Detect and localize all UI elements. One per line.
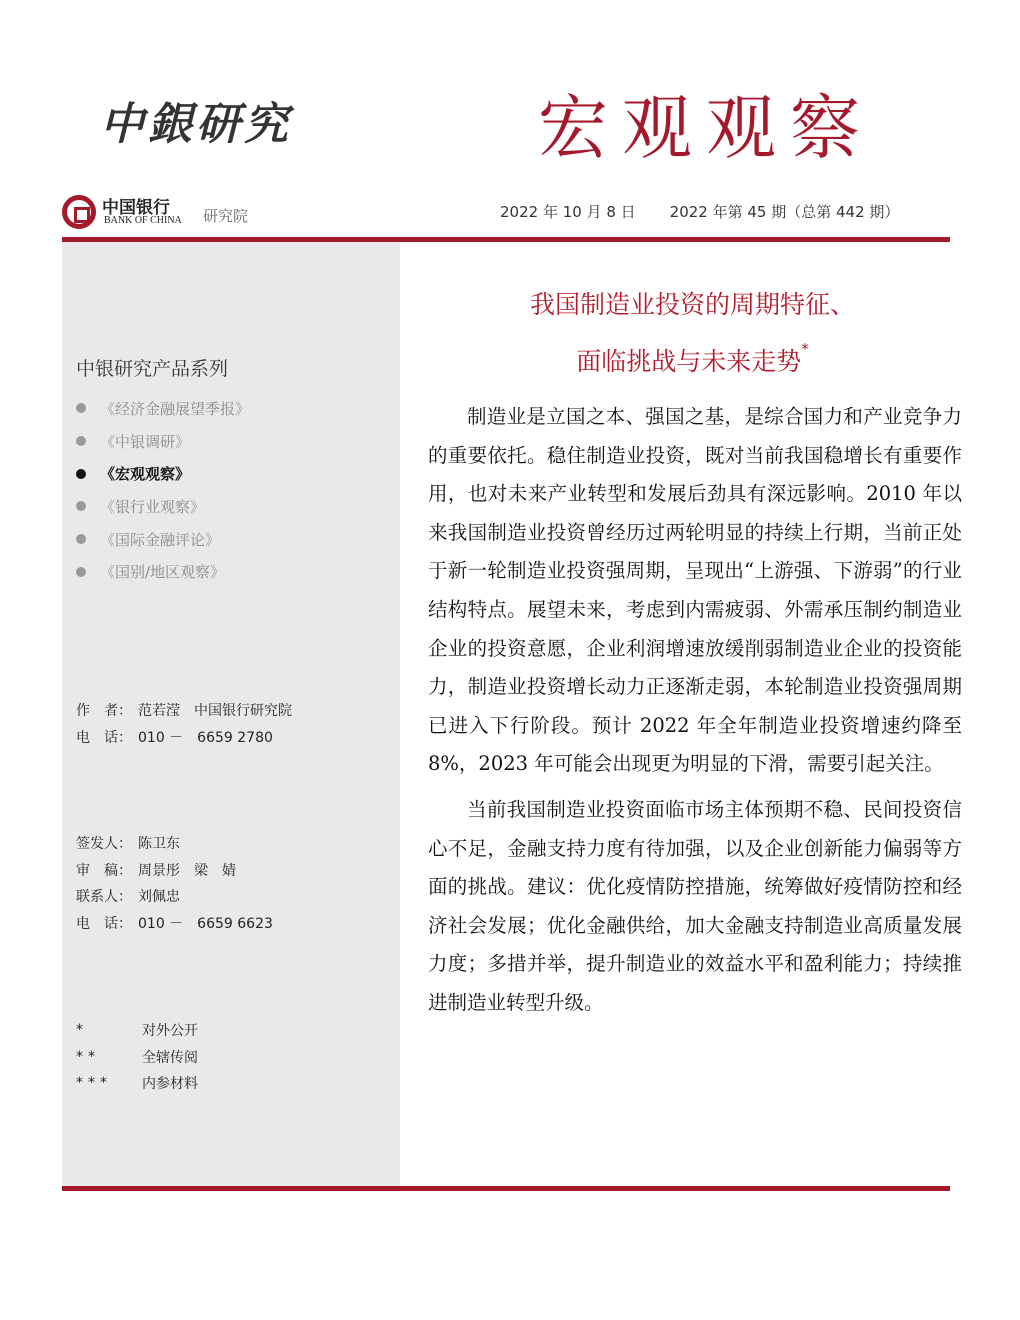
contact-row (76, 883, 386, 910)
author-info (76, 697, 386, 750)
bank-name-en: BANK OF CHINA (104, 215, 182, 226)
article-title-line2 (425, 342, 960, 376)
legend-row (76, 1070, 386, 1097)
product-item (76, 392, 376, 425)
reviewer-row (76, 857, 386, 884)
institute-label: 研究院 (203, 207, 249, 225)
product-label: 《经济金融展望季报》 (100, 399, 251, 418)
author-phone: 010 － 6659 2780 (138, 729, 273, 746)
phone-label: 电 话： (76, 915, 132, 932)
product-label: 《宏观观察》 (100, 465, 191, 484)
reviewer-label: 审 稿： (76, 862, 132, 879)
legend-label: 全辖传阅 (142, 1049, 198, 1066)
approval-info (76, 830, 386, 936)
author-phone-row (76, 724, 386, 751)
product-label: 《国别/地区观察》 (100, 563, 226, 582)
product-label: 《银行业观察》 (100, 497, 206, 516)
phone-label: 电 话： (76, 729, 132, 746)
contact-value: 刘佩忠 (138, 889, 180, 906)
product-item (76, 523, 376, 556)
article-title-text: 面临挑战与未来走势 (576, 347, 802, 376)
author-value: 范若滢 中国银行研究院 (138, 703, 292, 720)
contact-phone: 010 － 6659 6623 (138, 915, 273, 932)
bank-name-cn: 中国银行 (102, 198, 170, 218)
contact-label: 联系人： (76, 889, 132, 906)
signer-row (76, 830, 386, 857)
signer-value: 陈卫东 (138, 836, 180, 853)
sidebar-heading: 中银研究产品系列 (76, 358, 229, 380)
bullet-icon (76, 436, 86, 446)
footer-divider (62, 1186, 950, 1191)
legend-row (76, 1017, 386, 1044)
summary-paragraph: 制造业是立国之本、强国之基，是综合国力和产业竞争力的重要依托。稳住制造业投资，既对当前我国稳增长有重要作用，也对未来产业转型和发展后劲具有深远影响。2010 年以来我国制造业投资曾经历过两轮明显的持续上行期，当前正处于新一轮制造业投资强周期，呈现出“上游强、下游弱”的行业结构特点。展望未来，考虑到内需疲弱、外需承压制约制造业企业的投资意愿，企业利润增速放缓削弱制造业企业的投资能力，制造业投资增长动力正逐渐走弱，本轮制造业投资强周期已进入下行阶段。预计 2022 年全年制造业投资增速约降至 8%，2023 年可能会出现更为明显的下滑，需要引起关注。 (428, 405, 962, 776)
legend-stars: * (76, 1022, 88, 1039)
footnote-mark: * (801, 340, 809, 358)
bullet-icon (76, 534, 86, 544)
author-row (76, 697, 386, 724)
issue-number: 2022 年第 45 期（总第 442 期） (669, 203, 900, 221)
bullet-icon (76, 567, 86, 577)
author-label: 作 者： (76, 703, 132, 720)
contact-phone-row (76, 910, 386, 937)
issue-info (500, 201, 940, 225)
signer-label: 签发人： (76, 836, 132, 853)
bank-of-china-icon (62, 195, 96, 229)
product-item (76, 457, 376, 490)
product-item (76, 555, 376, 588)
product-label: 《国际金融评论》 (100, 530, 221, 549)
bullet-icon (76, 501, 86, 511)
product-item (76, 490, 376, 523)
reviewer-value: 周景彤 梁 婧 (138, 862, 236, 879)
series-title: 宏观观察 (538, 87, 874, 169)
legend-stars: *** (76, 1075, 112, 1092)
sidebar (62, 242, 400, 1186)
product-list (76, 392, 376, 588)
legend-row (76, 1044, 386, 1071)
recommendation-paragraph: 当前我国制造业投资面临市场主体预期不稳、民间投资信心不足，金融支持力度有待加强，以及企业创新能力偏弱等方面的挑战。建议：优化疫情防控措施，统筹做好疫情防控和经济社会发展；优化金融供给，加大金融支持制造业高质量发展力度；多措并举，提升制造业的效益水平和盈利能力；持续推进制造业转型升级。 (428, 797, 962, 1014)
article-title-line1: 我国制造业投资的周期特征、 (529, 290, 855, 319)
article-body (428, 398, 962, 1030)
product-item (76, 425, 376, 458)
legend-label: 对外公开 (142, 1023, 198, 1040)
bullet-icon (76, 469, 86, 479)
distribution-legend (76, 1017, 386, 1097)
product-label: 《中银调研》 (100, 432, 191, 451)
brand-wordmark: 中銀研究 (100, 99, 292, 150)
legend-label: 内参材料 (142, 1076, 198, 1093)
legend-stars: ** (76, 1048, 100, 1065)
publish-date: 2022 年 10 月 8 日 (500, 203, 636, 221)
bullet-icon (76, 403, 86, 413)
